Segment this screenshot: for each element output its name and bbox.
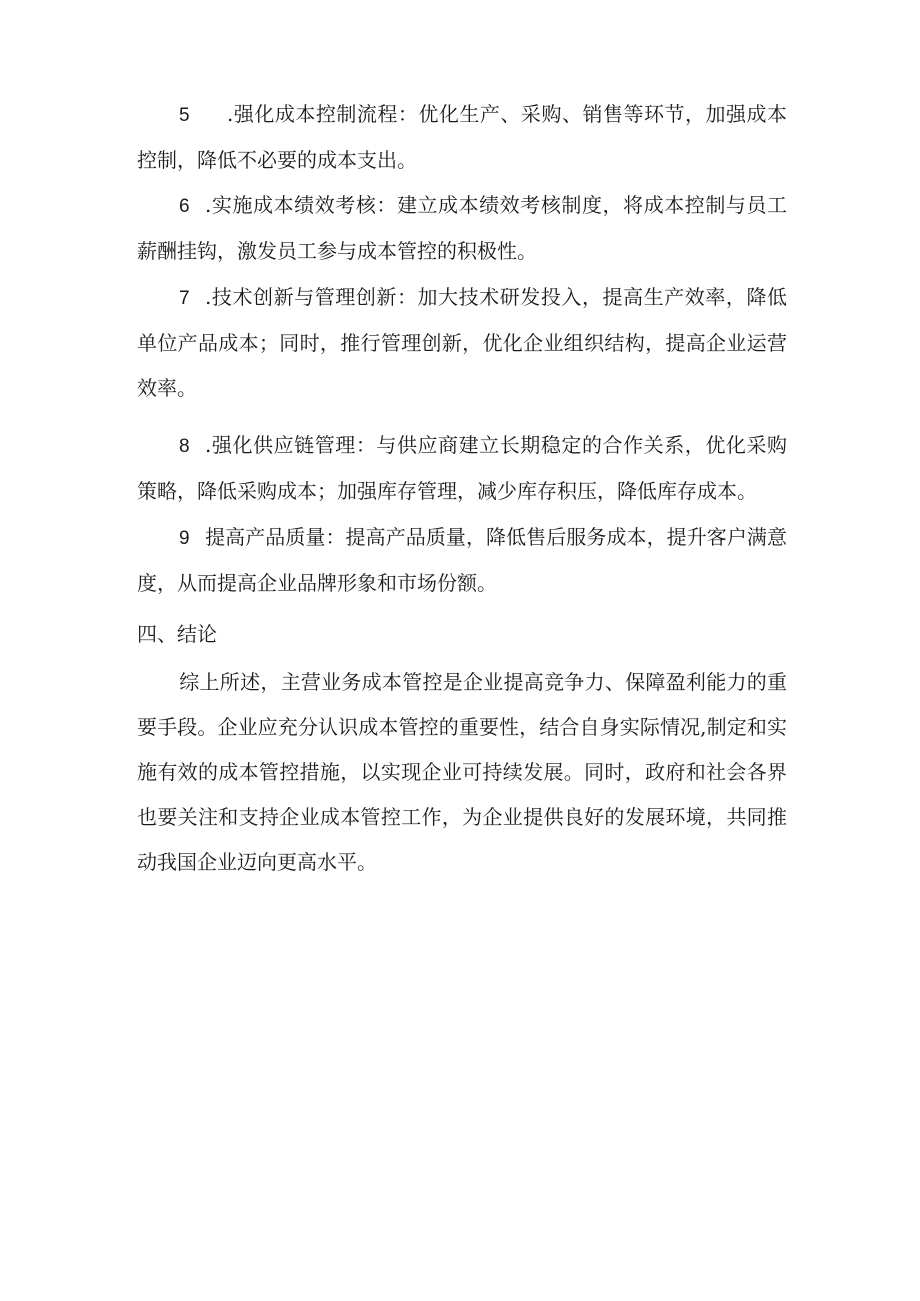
list-item-6 — [137, 183, 787, 274]
item-text: 提高产品质量：提高产品质量，降低售后服务成本，提升客户满意度，从而提高企业品牌形象和市场份额。 — [137, 525, 787, 595]
item-text: .实施成本绩效考核：建立成本绩效考核制度，将成本控制与员工薪酬挂钩，激发员工参与成本管控的积极性。 — [137, 193, 787, 263]
item-text: .强化成本控制流程：优化生产、采购、销售等环节，加强成本控制，降低不必要的成本支出。 — [137, 102, 787, 172]
item-text: .技术创新与管理创新：加大技术研发投入，提高生产效率，降低单位产品成本；同时，推行管理创新，优化企业组织结构，提高企业运营效率。 — [137, 285, 787, 400]
item-number: 7 — [179, 288, 190, 309]
list-item-5 — [137, 92, 787, 183]
item-number: 5 — [179, 105, 190, 126]
list-item-7 — [137, 275, 787, 411]
section-heading: 四、结论 — [137, 622, 217, 646]
item-number: 8 — [179, 436, 190, 457]
item-number: 6 — [179, 196, 190, 217]
list-item-8 — [137, 423, 787, 514]
item-text: .强化供应链管理：与供应商建立长期稳定的合作关系，优化采购策略，降低采购成本；加强库存管理，减少库存积压，降低库存成本。 — [137, 433, 787, 503]
conclusion-text: 综上所述，主营业务成本管控是企业提高竞争力、保障盈利能力的重要手段。企业应充分认识成本管控的重要性，结合自身实际情况,制定和实施有效的成本管控措施，以实现企业可持续发展。同时，政府和社会各界也要关注和支持企业成本管控工作，为企业提供良好的发展环境，共同推动我国企业迈向更高水平。 — [137, 670, 787, 874]
conclusion-paragraph — [137, 660, 787, 885]
list-item-9 — [137, 515, 787, 606]
item-number: 9 — [179, 528, 190, 549]
